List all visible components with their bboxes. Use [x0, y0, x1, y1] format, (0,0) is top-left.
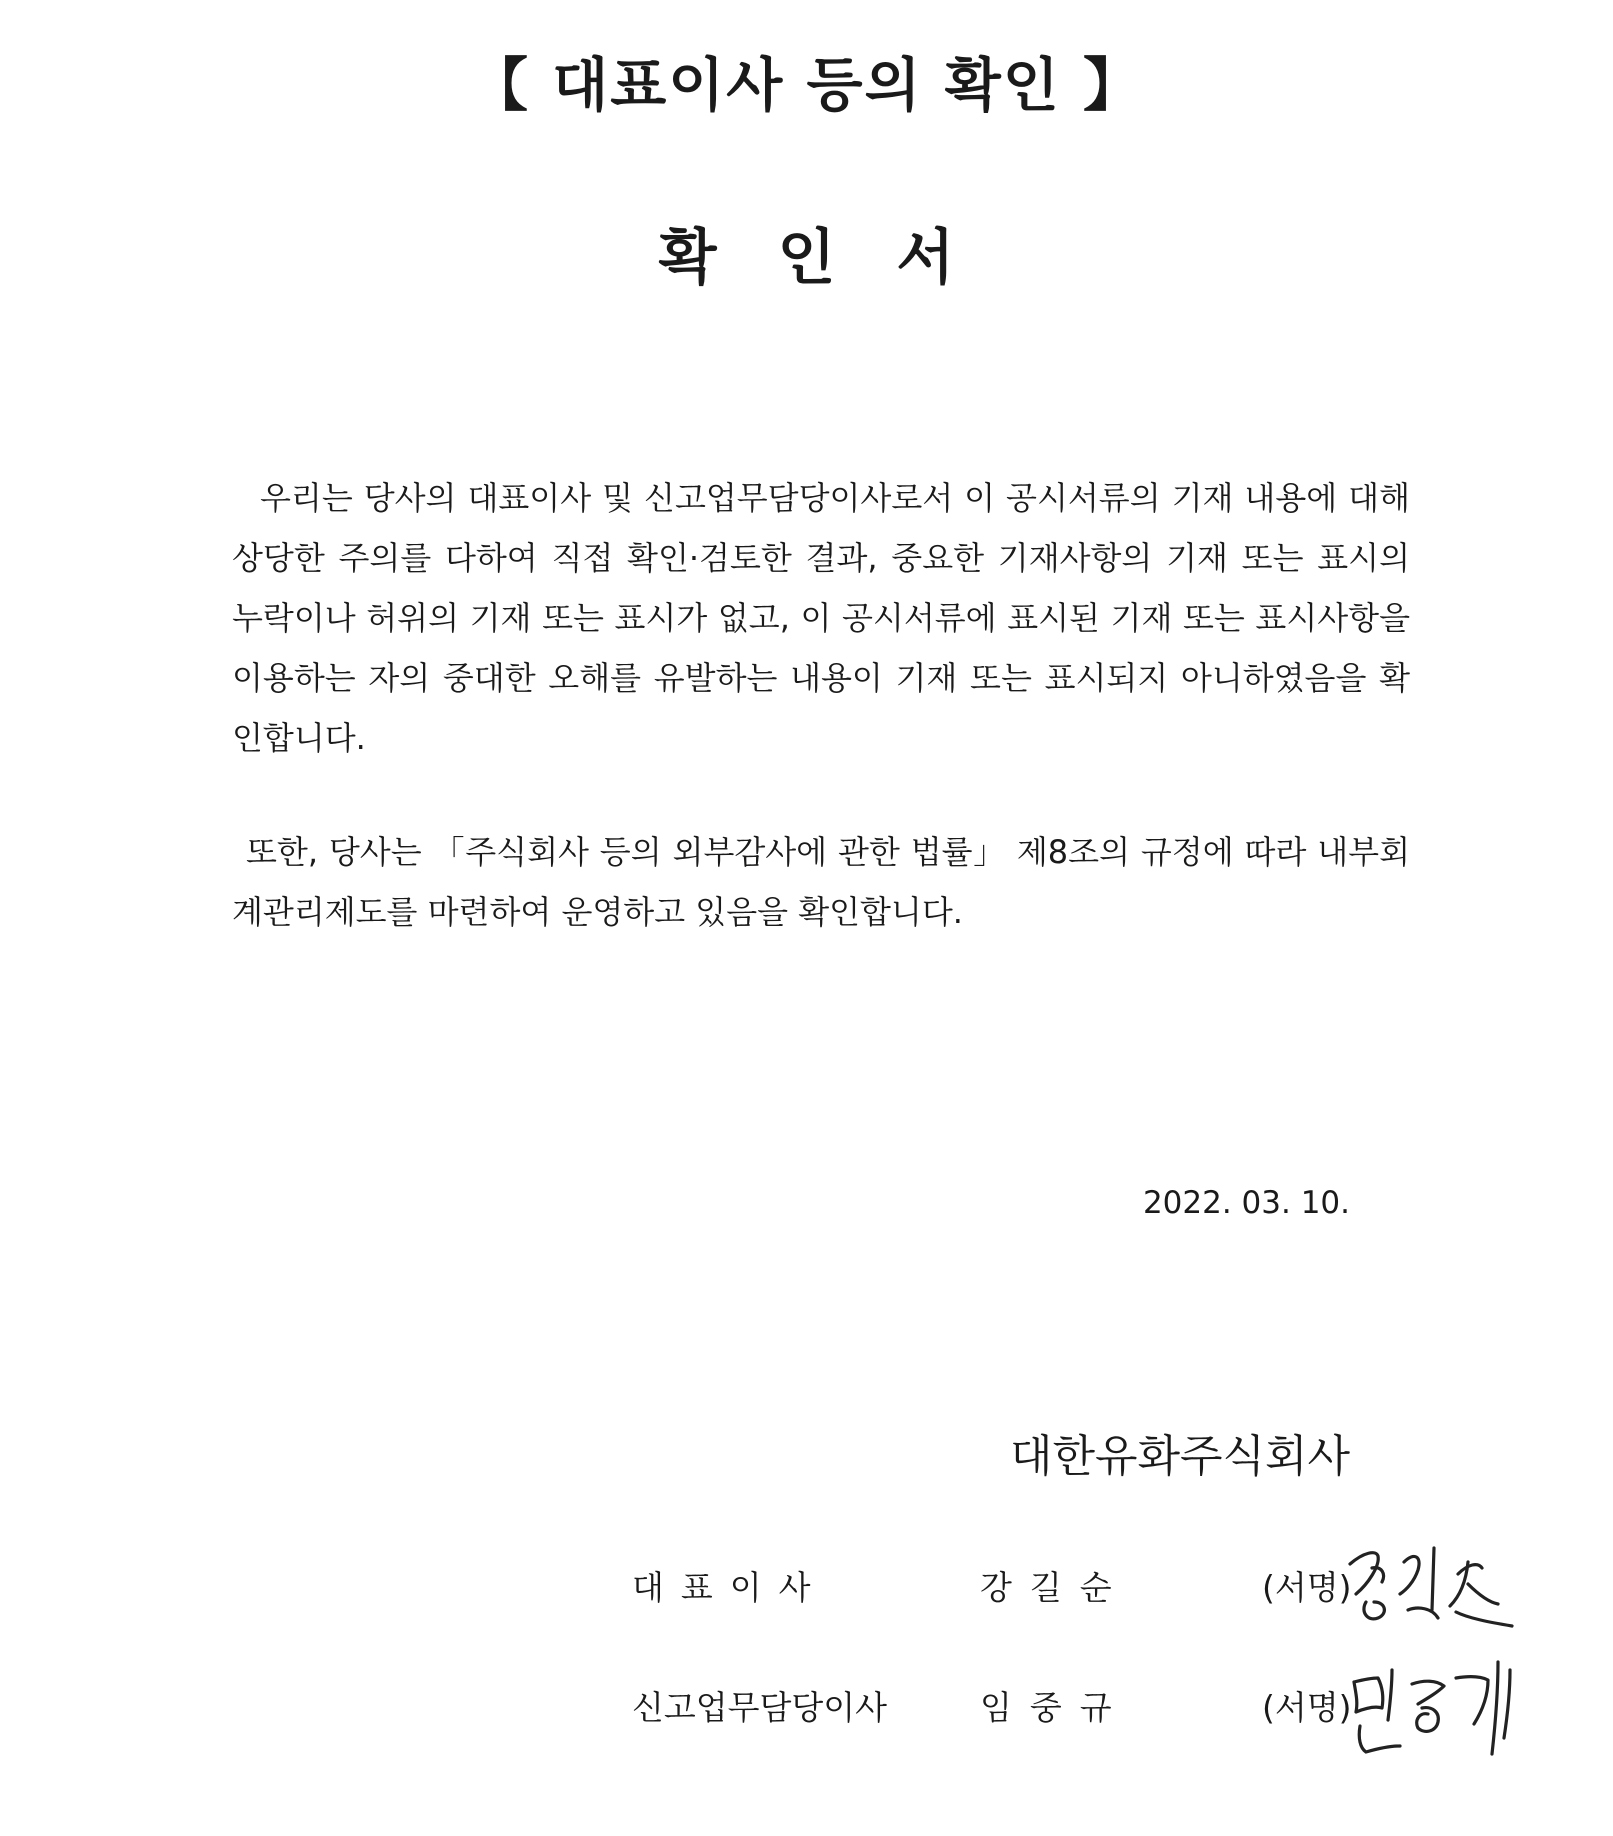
signature-label: (서명)	[1262, 1688, 1352, 1727]
header-title: 【 대표이사 등의 확인 】	[470, 51, 1143, 119]
signature-mark-disclosure-officer	[1342, 1642, 1522, 1762]
confirmation-paragraph: 우리는 당사의 대표이사 및 신고업무담당이사로서 이 공시서류의 기재 내용에 대해 상당한 주의를 다하여 직접 확인·검토한 결과, 중요한 기재사항의 기재 또는 표시의 누락이나 허위의 기재 또는 표시가 없고, 이 공시서류에 표시된 기재 또는 표시사항을 이용하는 자의 중대한 오해를 유발하는 내용이 기재 또는 표시되지 아니하였음을 확인합니다.	[232, 479, 1410, 757]
document-date: 2022. 03. 10.	[1142, 1185, 1350, 1221]
signatory-name: 강길순	[980, 1568, 1130, 1607]
signatory-row-disclosure-officer	[632, 1682, 1532, 1742]
signature-label: (서명)	[1262, 1568, 1352, 1607]
internal-control-paragraph: 또한, 당사는 「주식회사 등의 외부감사에 관한 법률」 제8조의 규정에 따라 내부회계관리제도를 마련하여 운영하고 있음을 확인합니다.	[232, 833, 1410, 931]
signatory-row-ceo	[632, 1562, 1532, 1622]
company-name: 대한유화주식회사	[1009, 1431, 1350, 1482]
signatory-title: 신고업무담당이사	[632, 1688, 888, 1727]
signatory-name: 임중규	[980, 1688, 1130, 1727]
document-title: 확 인 서	[658, 223, 955, 293]
signatory-title: 대표이사	[632, 1568, 828, 1607]
signature-mark-ceo	[1342, 1522, 1522, 1642]
